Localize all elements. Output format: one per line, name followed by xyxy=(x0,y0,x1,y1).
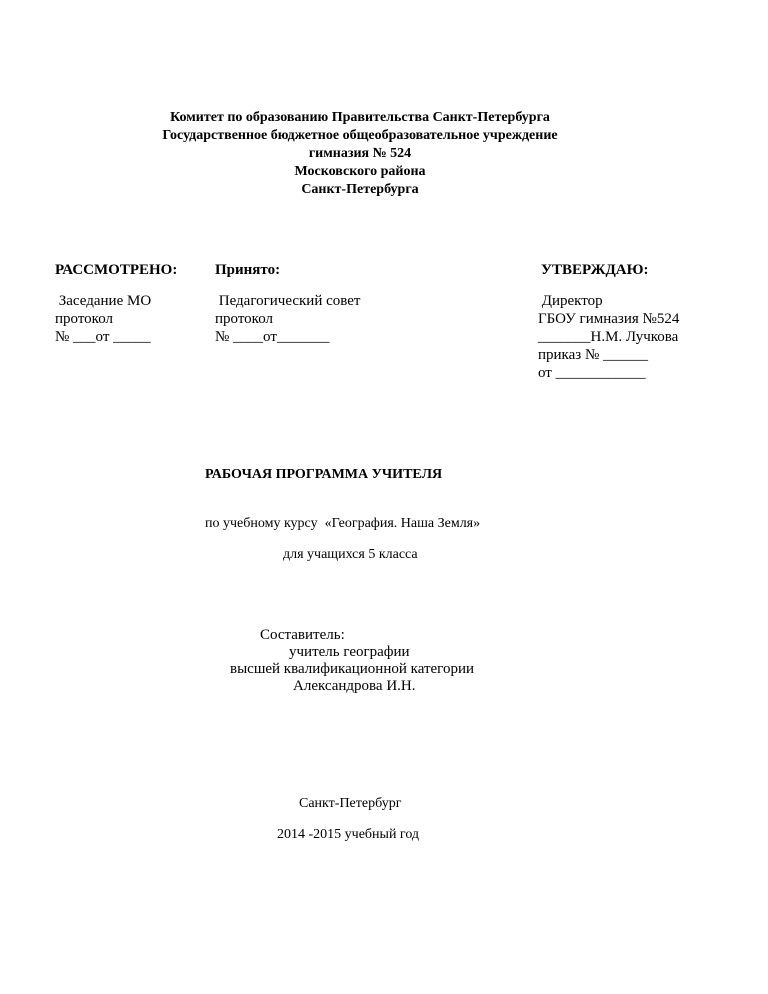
program-audience: для учащихся 5 класса xyxy=(283,547,418,562)
approved-title: УТВЕРЖДАЮ: xyxy=(541,262,649,278)
header-committee: Комитет по образованию Правительства Санкт-Петербурга xyxy=(170,110,550,125)
author-qualification: высшей квалификационной категории xyxy=(230,661,475,677)
author-name: Александрова И.Н. xyxy=(293,678,416,694)
approved-director: Директор xyxy=(538,293,603,309)
program-title: РАБОЧАЯ ПРОГРАММА УЧИТЕЛЯ xyxy=(205,467,443,482)
footer-year: 2014 -2015 учебный год xyxy=(277,827,420,842)
approved-order: приказ № ______ xyxy=(538,347,649,363)
author-position: учитель географии xyxy=(289,644,410,660)
approved-date: от ____________ xyxy=(538,365,646,381)
accepted-council: Педагогический совет xyxy=(215,293,361,309)
accepted-number-date: № ____от_______ xyxy=(215,329,330,345)
header-city: Санкт-Петербурга xyxy=(301,182,419,197)
approved-school: ГБОУ гимназия №524 xyxy=(538,311,680,327)
author-label: Составитель: xyxy=(260,627,345,643)
footer-city: Санкт-Петербург xyxy=(299,796,402,811)
accepted-title: Принято: xyxy=(215,262,281,278)
considered-meeting: Заседание МО xyxy=(55,293,152,309)
header-gymnasium: гимназия № 524 xyxy=(308,146,412,161)
considered-title: РАССМОТРЕНО: xyxy=(55,262,178,278)
considered-number-date: № ___от _____ xyxy=(55,329,151,345)
header-institution: Государственное бюджетное общеобразовательное учреждение xyxy=(162,128,558,143)
accepted-protocol: протокол xyxy=(215,311,274,327)
header-district: Московского района xyxy=(294,164,426,179)
approved-signature: _______Н.М. Лучкова xyxy=(538,329,679,345)
considered-protocol: протокол xyxy=(55,311,114,327)
program-course: по учебному курсу «География. Наша Земля» xyxy=(205,516,481,531)
